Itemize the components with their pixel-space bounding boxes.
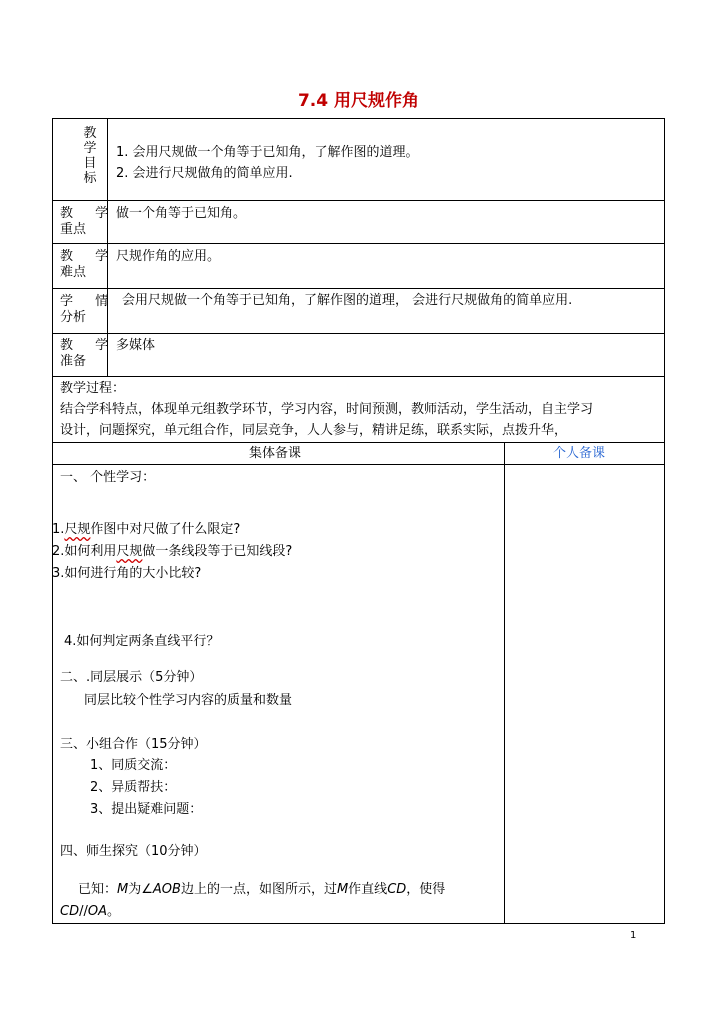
page-number: 1 bbox=[630, 930, 637, 941]
question-item: 3.如何进行角的大小比较? bbox=[52, 566, 202, 581]
objectives-label: 教学目标 bbox=[83, 126, 97, 186]
row-divider bbox=[52, 333, 665, 334]
row-divider bbox=[52, 442, 665, 443]
group-item: 2、异质帮扶： bbox=[90, 780, 177, 795]
problem-statement: 已知：M为∠AOB边上的一点，如图所示，过M作直线CD，使得 bbox=[78, 882, 446, 897]
personal-column-header: 个人备课 bbox=[553, 446, 606, 461]
question-item: 1.尺规作图中对尺做了什么限定? bbox=[52, 522, 241, 537]
section-heading: 三、小组合作（15分钟） bbox=[60, 737, 207, 752]
page-title: 7.4 用尺规作角 bbox=[297, 91, 420, 111]
row-divider bbox=[52, 243, 665, 244]
analysis-text: 会用尺规做一个角等于已知角，了解作图的道理， 会进行尺规做角的简单应用. bbox=[122, 293, 573, 308]
process-heading: 教学过程： bbox=[60, 381, 126, 396]
row-divider bbox=[52, 288, 665, 289]
process-line: 设计，问题探究，单元组合作，同层竞争，人人参与，精讲足练，联系实际，点拨升华， bbox=[60, 423, 568, 438]
row-divider bbox=[52, 464, 665, 465]
question-item: 2.如何利用尺规做一条线段等于已知线段? bbox=[52, 544, 293, 559]
difficulties-text: 尺规作角的应用。 bbox=[116, 249, 221, 264]
analysis-label: 学 情 分析 bbox=[60, 294, 118, 325]
personal-column-divider bbox=[504, 442, 505, 924]
group-item: 1、同质交流： bbox=[90, 758, 177, 773]
problem-statement-continued: CD//OA。 bbox=[60, 904, 121, 919]
preparation-text: 多媒体 bbox=[116, 338, 156, 353]
objective-item: 1. 会用尺规做一个角等于已知角，了解作图的道理。 bbox=[116, 145, 419, 160]
preparation-label: 教 学 准备 bbox=[60, 338, 118, 369]
difficulties-label: 教 学 难点 bbox=[60, 249, 118, 280]
objective-item: 2. 会进行尺规做角的简单应用. bbox=[116, 166, 293, 181]
row-divider bbox=[52, 376, 665, 377]
process-line: 结合学科特点，体现单元组教学环节，学习内容，时间预测，教师活动，学生活动，自主学习 bbox=[60, 402, 594, 417]
section-text: 同层比较个性学习内容的质量和数量 bbox=[84, 693, 293, 708]
section-heading: 二、.同层展示（5分钟） bbox=[60, 670, 203, 685]
key-points-text: 做一个角等于已知角。 bbox=[116, 206, 247, 221]
collective-column-header: 集体备课 bbox=[249, 446, 302, 461]
section-heading: 四、师生探究（10分钟） bbox=[60, 844, 207, 859]
question-item: 4.如何判定两条直线平行？ bbox=[64, 634, 220, 649]
group-item: 3、提出疑难问题： bbox=[90, 802, 203, 817]
row-divider bbox=[52, 200, 665, 201]
key-points-label: 教 学 重点 bbox=[60, 206, 118, 237]
section-heading: 一、 个性学习： bbox=[60, 470, 156, 485]
